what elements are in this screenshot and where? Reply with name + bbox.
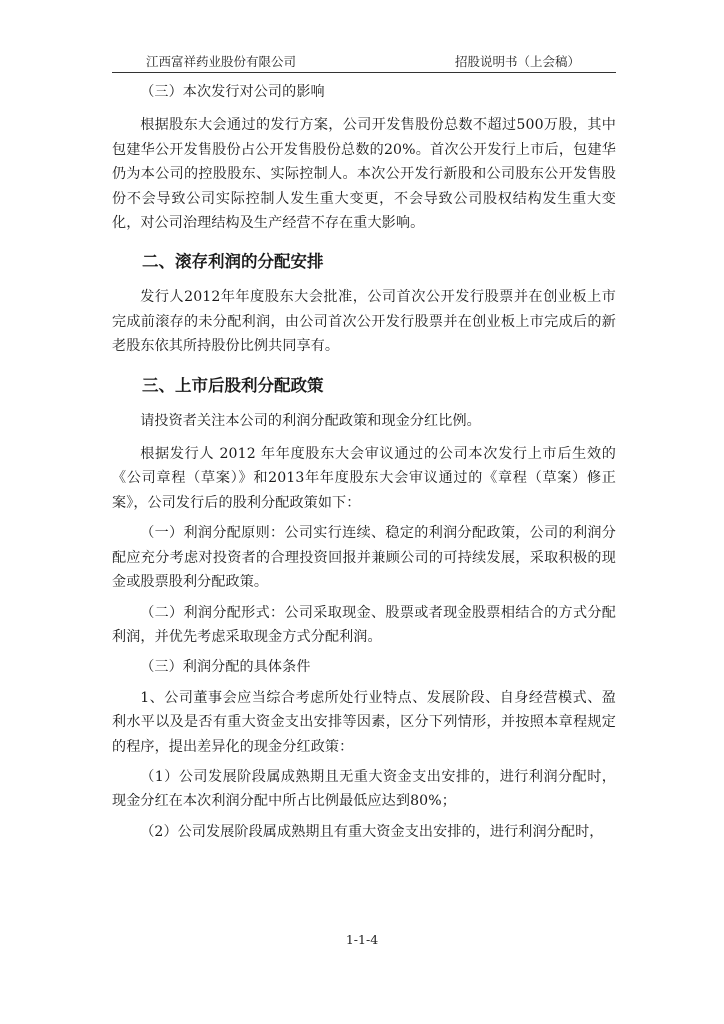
paragraph-distribution-conditions: （三）利润分配的具体条件 bbox=[140, 659, 311, 676]
paragraph-distribution-form: （二）利润分配形式：公司采取现金、股票或者现金股票相结合的方式分配利润，并优先考虑采取现金方式分配利润。 bbox=[112, 604, 616, 645]
header-company: 江西富祥药业股份有限公司 bbox=[146, 54, 297, 69]
page-number: 1-1-4 bbox=[345, 932, 379, 947]
paragraph-investor-notice: 请投资者关注本公司的利润分配政策和现金分红比例。 bbox=[140, 412, 481, 429]
paragraph-case-2: （2）公司发展阶段属成熟期且有重大资金支出安排的，进行利润分配时， bbox=[140, 823, 604, 840]
paragraph-case-1: （1）公司发展阶段属成熟期且无重大资金支出安排的，进行利润分配时，现金分红在本次利润分配中所占比例最低应达到80%； bbox=[112, 768, 616, 810]
header-doc-title: 招股说明书（上会稿） bbox=[454, 54, 580, 69]
paragraph-condition-item-1: 1、公司董事会应当综合考虑所处行业特点、发展阶段、自身经营模式、盈利水平以及是否有重大资金支出安排等因素，区分下列情形，并按照本章程规定的程序，提出差异化的现金分红政策： bbox=[112, 689, 616, 755]
paragraph-policy-basis: 根据发行人 2012 年年度股东大会审议通过的公司本次发行上市后生效的《公司章程（草案）》和2013年年度股东大会审议通过的《章程（草案）修正案》，公司发行后的股利分配政策如下： bbox=[112, 446, 616, 511]
section-heading-dividend-policy: 三、上市后股利分配政策 bbox=[142, 375, 324, 395]
paragraph-issuance-impact: 根据股东大会通过的发行方案，公司开发售股份总数不超过500万股，其中包建华公开发售股份占公开发售股份总数的20%。首次公开发行上市后，包建华仍为本公司的控股股东、实际控制人。本次公开发行新股和公司股东公开发售股份不会导致公司实际控制人发生重大变更，不会导致公司股权结构发生重大变化，对公司治理结构及生产经营不存在重大影响。 bbox=[112, 117, 616, 232]
page-header bbox=[112, 50, 616, 73]
section-heading-retained-profit: 二、滚存利润的分配安排 bbox=[142, 252, 324, 272]
paragraph-retained-profit: 发行人2012年年度股东大会批准，公司首次公开发行股票并在创业板上市完成前滚存的未分配利润，由公司首次公开发行股票并在创业板上市完成后的新老股东依其所持股份比例共同享有。 bbox=[112, 289, 616, 355]
paragraph-distribution-principle: （一）利润分配原则：公司实行连续、稳定的利润分配政策，公司的利润分配应充分考虑对投资者的合理投资回报并兼顾公司的可持续发展，采取积极的现金或股票股利分配政策。 bbox=[112, 525, 616, 591]
subsection-title-issuance-impact: （三）本次发行对公司的影响 bbox=[140, 84, 325, 100]
page-body bbox=[112, 80, 616, 844]
